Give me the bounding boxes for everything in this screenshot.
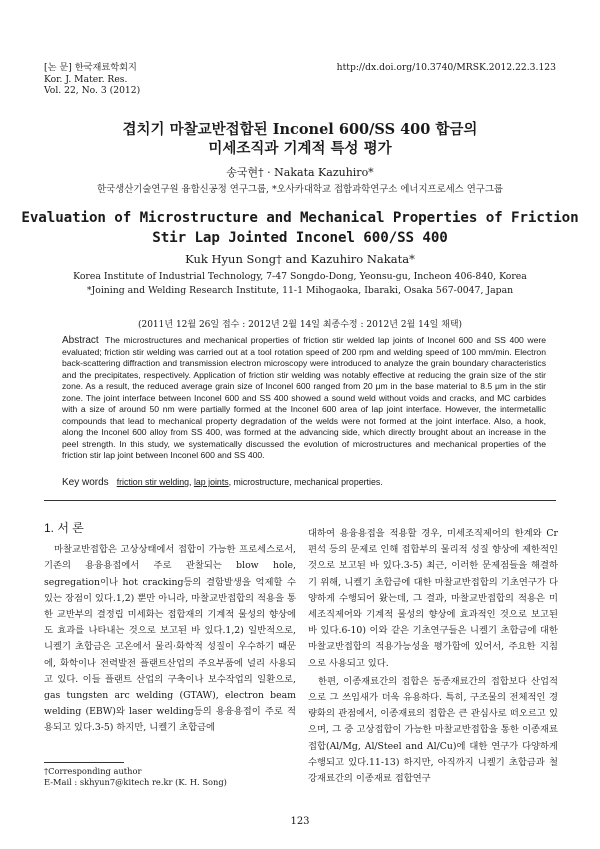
english-affiliation — [0, 270, 600, 298]
abstract-text: The microstructures and mechanical properties of friction stir welded lap joints of Inconel 600 and SS 400 were evaluated; friction stir welding was carried out at a tool rotation speed of 200 rpm and welding speed of 100 mm/min. Electron back-scattering diffraction and transmission electron microscopy were introduced to analyze the grain boundary characteristics and the precipitates, respectively. Application of friction stir welding was notably effective at reducing the grain size of the stir zone. As a result, the reduced average grain size of Inconel 600 ranged from 20 μm in the base material to 8.5 μm in the stir zone. The joint interface between Inconel 600 and SS 400 showed a sound weld without voids and cracks, and MC carbides with a size of around 50 nm were partially formed at the Inconel 600 area of lap joint interface. However, the intermetallic compounds that lead to mechanical property degradation of the welds were not formed at the joint interface. Also, a hook, along the Inconel 600 alloy from SS 400, was formed at the advancing side, which directly brought about an increase in the peel strength. In this study, we systematically discussed the evolution of microstructures and mechanical properties of the friction stir lap joint between Inconel 600 and SS 400. — [62, 335, 546, 461]
footnote-email: E-Mail : skhyun7@kitech re.kr (K. H. Song) — [44, 777, 227, 787]
english-affiliation-line1: Korea Institute of Industrial Technology, 7-47 Songdo-Dong, Yeonsu-gu, Incheon 406-840, Korea — [73, 271, 527, 282]
page-number: 123 — [290, 816, 310, 827]
right-column — [308, 526, 558, 787]
korean-authors: 송국현† · Nakata Kazuhiro* — [226, 166, 374, 179]
english-title-line1: Evaluation of Microstructure and Mechanical Properties of Friction — [21, 210, 579, 226]
footnote — [44, 766, 227, 788]
english-title — [0, 208, 600, 248]
korean-title — [0, 120, 600, 158]
korean-title-line2: 미세조직과 기계적 특성 평가 — [208, 140, 392, 157]
korean-title-line1: 겹치기 마찰교반접합된 Inconel 600/SS 400 합금의 — [122, 121, 478, 138]
keywords: Key words friction stir welding, lap joints, microstructure, mechanical properties. — [62, 477, 383, 488]
journal-header — [44, 62, 140, 97]
left-column — [44, 520, 296, 737]
journal-header-line3: Vol. 22, No. 3 (2012) — [44, 85, 141, 96]
left-paragraph: 마찰교반접합은 고상상태에서 접합이 가능한 프로세스로서, 기존의 용융용접에서 주로 관찰되는 blow hole, segregation이나 hot cracking등의 결함발생을 억제할 수 있는 장점이 있다.1,2) 뿐만 아니라, 마찰교반접합의 적용을 통한 교반부의 결정립 미세화는 접합재의 기계적 물성의 향상에도 효과를 나타내는 것으로 보고된 바 있다.1,2) 일반적으로, 니켈기 초합금은 고온에서 물리·화학적 성질이 우수하기 때문에, 화학이나 전력발전 플랜트산업의 주요부품에 널리 사용되고 있다. 이들 플랜트 산업의 구축이나 보수작업의 일환으로, gas tungsten arc welding (GTAW), electron beam welding (EBW)와 laser welding등의 용융용접이 주로 적용되고 있다.3-5) 하지만, 니켈기 초합금에 — [44, 544, 296, 734]
korean-affiliation: 한국생산기술연구원 융합신공정 연구그룹, *오사카대학교 접합과학연구소 에너지프로세스 연구그룹 — [97, 184, 503, 195]
abstract — [62, 335, 546, 462]
journal-header-line1: [논 문] 한국재료학회지 — [44, 62, 137, 73]
doi-link[interactable]: http://dx.doi.org/10.3740/MRSK.2012.22.3.123 — [336, 62, 556, 73]
english-title-line2: Stir Lap Jointed Inconel 600/SS 400 — [152, 230, 448, 246]
abstract-label: Abstract — [62, 335, 99, 346]
right-paragraph-1: 대하여 용융용접을 적용할 경우, 미세조직제어의 한계와 Cr 편석 등의 문제로 인해 접합부의 물리적 성질 향상에 제한적인 것으로 보고된 바 있다.3-5) 최근, 이러한 문제점들을 해결하기 위해, 니켈기 초합금에 대한 마찰교반접합의 기초연구가 다양하게 수행되어 왔는데, 그 결과, 마찰교반접합의 적용은 미세조직제어와 기계적 물성의 향상에 효과적인 것으로 보고된 바 있다.6-10) 이와 같은 기초연구들은 니켈기 초합금에 대한 마찰교반접합의 적용가능성을 평가함에 있어서, 주요한 지침으로 사용되고 있다. — [308, 528, 558, 669]
keyword-link-2[interactable]: lap joints — [193, 477, 229, 487]
journal-header-line2: Kor. J. Mater. Res. — [44, 73, 128, 85]
right-paragraph-2: 한편, 이종재료간의 접합은 동종재료간의 접합보다 산업적으로 그 쓰임새가 더욱 유용하다. 특히, 구조물의 전체적인 경량화의 관점에서, 이종재료의 접합은 큰 관심사로 떠오르고 있으며, 그 중 고상접합이 가능한 마찰교반접합을 통한 이종재료접합(Al/Mg, Al/Steel and Al/Cu)에 대한 연구가 다양하게 수행되고 있다.11-13) 하지만, 아직까지 니켈기 초합금과 철강재료간의 이종재료 접합연구 — [308, 675, 558, 785]
keyword-link-1[interactable]: friction stir welding — [116, 477, 190, 487]
english-authors: Kuk Hyun Song† and Kazuhiro Nakata* — [185, 252, 415, 266]
section-divider — [44, 500, 556, 501]
footnote-corresponding: †Corresponding author — [44, 766, 142, 776]
english-affiliation-line2: *Joining and Welding Research Institute, 11-1 Mihogaoka, Ibaraki, Osaka 567-0047, Japan — [86, 285, 514, 296]
received-dates: (2011년 12월 26일 접수 : 2012년 2월 14일 최종수정 : 2012년 2월 14일 채택) — [137, 320, 463, 330]
keywords-rest: , microstructure, mechanical properties. — [228, 477, 383, 487]
section-heading-introduction: 1. 서 론 — [44, 521, 84, 535]
keywords-label: Key words — [62, 477, 109, 488]
footnote-rule — [44, 762, 124, 763]
